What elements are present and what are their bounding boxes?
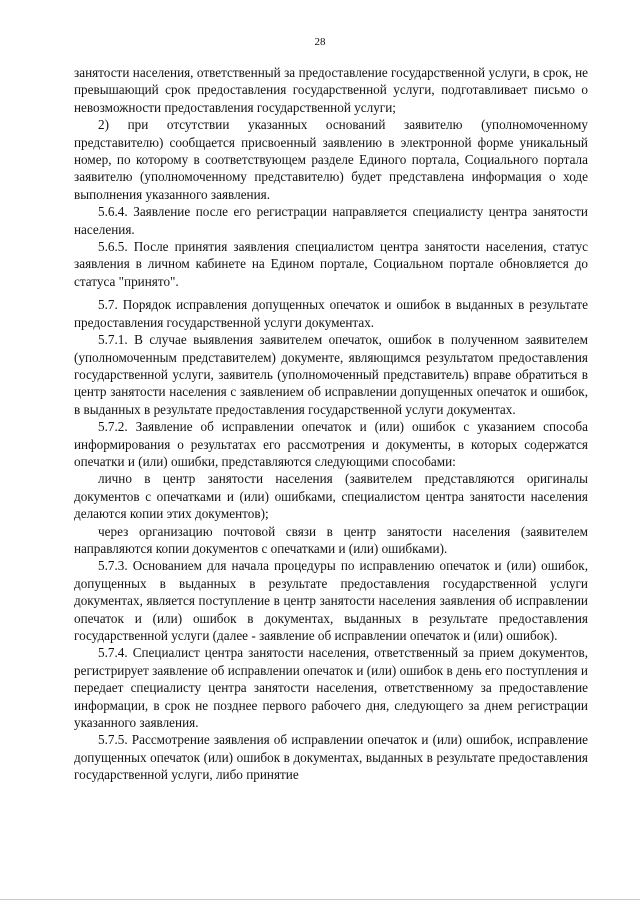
page-number: 28 xyxy=(314,36,326,48)
paragraph-5-7-4: 5.7.4. Специалист центра занятости населения, ответственный за прием документов, регистрирует заявление об исправлении опечаток и (или) ошибок в день его поступления и передает специалисту центра занятости населения, ответственному за предоставление информации, в срок не позднее первого рабочего дня, следующего за днем регистрации указанного заявления. xyxy=(74,645,588,731)
paragraph-5-7-5: 5.7.5. Рассмотрение заявления об исправлении опечаток и (или) ошибок, исправление допущенных опечаток (или) ошибок в документах, выданных в результате предоставления государственной услуги, либо принятие xyxy=(74,732,588,783)
paragraph-5-7-2: 5.7.2. Заявление об исправлении опечаток и (или) ошибок с указанием способа информирования о результатах его рассмотрения и документы, в которых содержатся опечатки и (или) ошибки, представляются следующими способами: xyxy=(74,419,588,469)
bottom-divider xyxy=(0,899,640,900)
paragraph-5-7-1: 5.7.1. В случае выявления заявителем опечаток, ошибок в полученном заявителем (уполномоченным представителем) документе, являющимся результатом предоставления государственной услуги, заявитель (уполномоченный представитель) вправе обратиться в центр занятости населения с заявлением об исправлении допущенных опечаток и ошибок, в выданных в результате предоставления государственной услуги документах. xyxy=(74,332,588,417)
paragraph-item-2: 2) при отсутствии указанных оснований заявителю (уполномоченному представителю) сообщается присвоенный заявлению в электронной форме уникальный номер, по которому в соответствующем разделе Единого портала, Социального портала заявителю (уполномоченному представителю) будет представлена информация о ходе выполнения указанного заявления. xyxy=(74,117,588,202)
document-body xyxy=(74,64,588,784)
paragraph-in-person: лично в центр занятости населения (заявителем представляются оригиналы документов с опечатками и (или) ошибками, специалистом центра занятости населения делаются копии этих документов); xyxy=(74,471,588,522)
paragraph-5-7: 5.7. Порядок исправления допущенных опечаток и ошибок в выданных в результате предоставления государственной услуги документах. xyxy=(74,297,588,330)
paragraph-by-post: через организацию почтовой связи в центр занятости населения (заявителем направляются копии документов с опечатками и (или) ошибками). xyxy=(74,523,588,556)
paragraph-continuation: занятости населения, ответственный за предоставление государственной услуги, в срок, не превышающий срок предоставления государственной услуги, подготавливает письмо о невозможности предоставления государственной услуги; xyxy=(74,65,588,115)
paragraph-5-6-4: 5.6.4. Заявление после его регистрации направляется специалисту центра занятости населения. xyxy=(74,204,588,237)
paragraph-5-6-5: 5.6.5. После принятия заявления специалистом центра занятости населения, статус заявления в личном кабинете на Едином портале, Социальном портале обновляется до статуса "принято". xyxy=(74,239,588,289)
paragraph-5-7-3: 5.7.3. Основанием для начала процедуры по исправлению опечаток и (или) ошибок, допущенных в выданных в результате предоставления государственной услуги документах, является поступление в центр занятости населения заявления об исправлении опечаток и (или) ошибок в документах, выданных в результате предоставления государственной услуги (далее - заявление об исправлении опечаток и (или) ошибок). xyxy=(74,558,588,643)
